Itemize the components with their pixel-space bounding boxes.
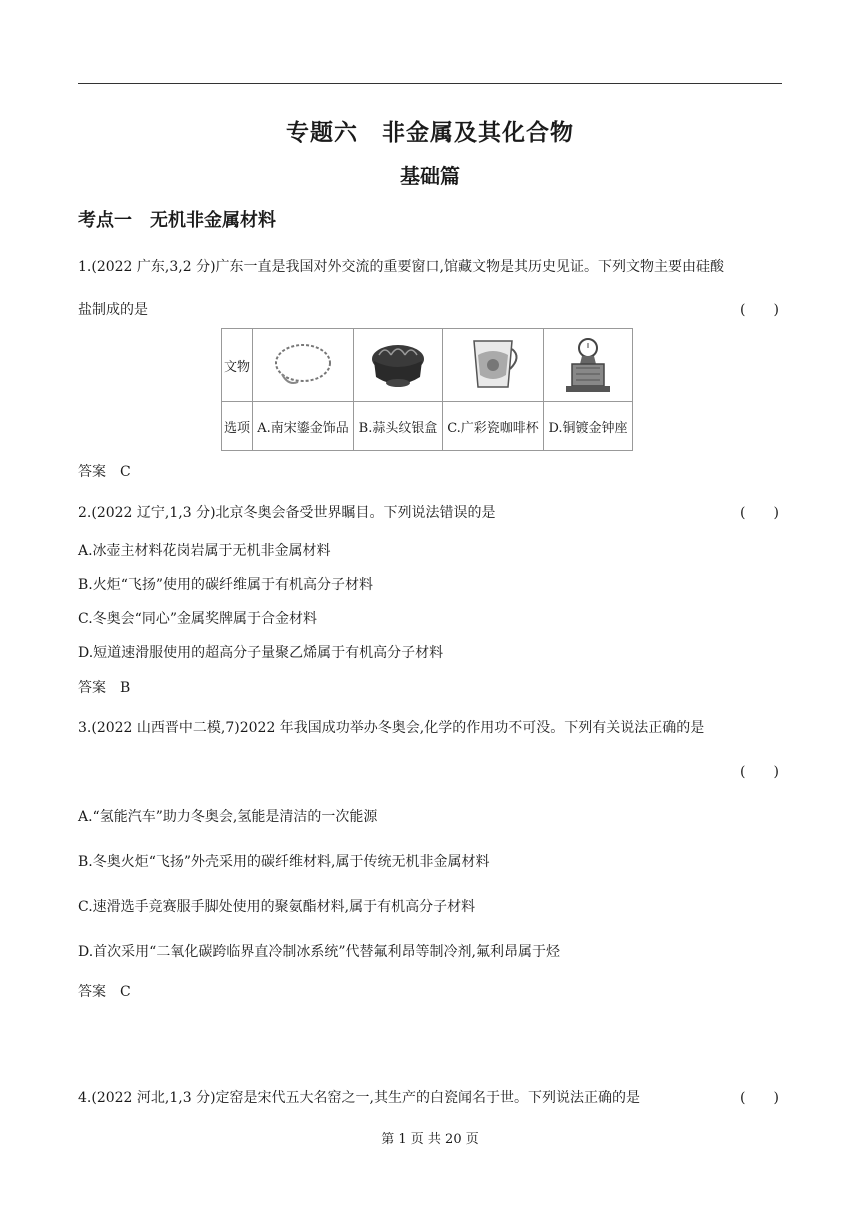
porcelain-cup-icon xyxy=(462,335,524,395)
page-subtitle: 基础篇 xyxy=(400,164,460,188)
section-heading: 考点一 无机非金属材料 xyxy=(78,210,276,231)
q2-answer: 答案 B xyxy=(78,680,131,696)
option-a-image xyxy=(253,329,354,402)
q3-option-b: B.冬奥火炬“飞扬”外壳采用的碳纤维材料,属于传统无机非金属材料 xyxy=(78,854,490,870)
q2-answer-paren: ( ) xyxy=(740,505,779,521)
option-row-header: 选项 xyxy=(222,402,253,451)
artifact-row-header: 文物 xyxy=(222,329,253,402)
option-label-row xyxy=(222,402,633,451)
option-c-image xyxy=(443,329,544,402)
page-title: 专题六 非金属及其化合物 xyxy=(286,120,574,146)
option-d-label: D.铜镀金钟座 xyxy=(544,402,633,451)
option-a-label: A.南宋鎏金饰品 xyxy=(253,402,354,451)
q2-option-c: C.冬奥会“同心”金属奖牌属于合金材料 xyxy=(78,611,317,627)
q1-text-line2: 盐制成的是 xyxy=(78,302,148,318)
silver-box-icon xyxy=(365,337,431,393)
option-d-image xyxy=(544,329,633,402)
q4-text: 4.(2022 河北,1,3 分)定窑是宋代五大名窑之一,其生产的白瓷闻名于世。下列说法正确的是 xyxy=(78,1090,640,1106)
header-rule xyxy=(78,83,782,84)
q3-option-a: A.“氢能汽车”助力冬奥会,氢能是清洁的一次能源 xyxy=(78,809,378,825)
q3-answer-paren: ( ) xyxy=(740,764,779,780)
option-c-label: C.广彩瓷咖啡杯 xyxy=(443,402,544,451)
page-number: 第 1 页 共 20 页 xyxy=(381,1132,479,1147)
q2-option-a: A.冰壶主材料花岗岩属于无机非金属材料 xyxy=(78,543,331,559)
artifact-table xyxy=(221,328,633,451)
q1-answer: 答案 C xyxy=(78,464,131,480)
q3-option-c: C.速滑选手竞赛服手脚处使用的聚氨酯材料,属于有机高分子材料 xyxy=(78,899,476,915)
q2-option-d: D.短道速滑服使用的超高分子量聚乙烯属于有机高分子材料 xyxy=(78,645,444,661)
q3-answer: 答案 C xyxy=(78,984,131,1000)
artifact-image-row xyxy=(222,329,633,402)
q3-text: 3.(2022 山西晋中二模,7)2022 年我国成功举办冬奥会,化学的作用功不可没。下列有关说法正确的是 xyxy=(78,720,705,736)
gilded-necklace-icon xyxy=(268,338,338,392)
gilded-clock-icon xyxy=(558,334,618,396)
q4-answer-paren: ( ) xyxy=(740,1090,779,1106)
q3-option-d: D.首次采用“二氧化碳跨临界直冷制冰系统”代替氟利昂等制冷剂,氟利昂属于烃 xyxy=(78,944,560,960)
option-b-label: B.蒜头纹银盒 xyxy=(354,402,443,451)
q2-option-b: B.火炬“飞扬”使用的碳纤维属于有机高分子材料 xyxy=(78,577,374,593)
option-b-image xyxy=(354,329,443,402)
q1-text-line1: 1.(2022 广东,3,2 分)广东一直是我国对外交流的重要窗口,馆藏文物是其历史见证。下列文物主要由硅酸 xyxy=(78,259,724,275)
q1-answer-paren: ( ) xyxy=(740,302,779,318)
q2-text: 2.(2022 辽宁,1,3 分)北京冬奥会备受世界瞩目。下列说法错误的是 xyxy=(78,505,496,521)
